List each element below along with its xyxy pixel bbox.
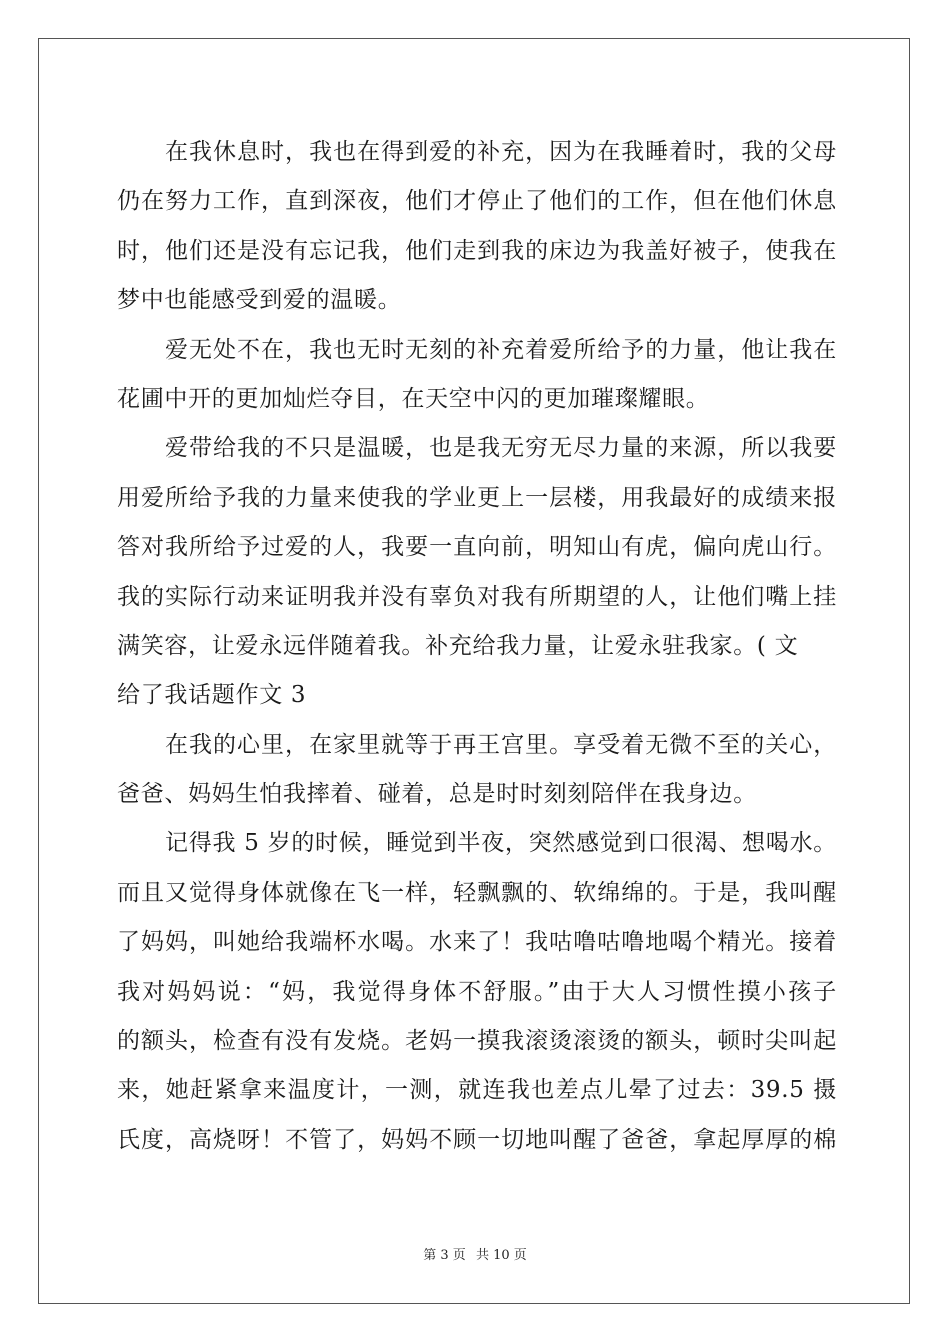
text-line: 我对妈妈说：“妈，我觉得身体不舒服。”由于大人习惯性摸小孩子 <box>117 978 837 1005</box>
text-line: 花圃中开的更加灿烂夺目，在天空中闪的更加璀璨耀眼。 <box>117 385 710 412</box>
text-line: 爱带给我的不只是温暖，也是我无穷无尽力量的来源，所以我要 <box>165 435 837 462</box>
text-line: 仍在努力工作，直到深夜，他们才停止了他们的工作，但在他们休息 <box>117 188 837 215</box>
total-pages: 共 10 页 <box>475 1248 527 1263</box>
text-line: 了妈妈，叫她给我端杯水喝。水来了！我咕噜咕噜地喝个精光。接着 <box>117 929 837 956</box>
text-line: 来，她赶紧拿来温度计，一测，就连我也差点儿晕了过去：39.5 摄 <box>117 1077 837 1104</box>
text-line: 而且又觉得身体就像在飞一样，轻飘飘的、软绵绵的。于是，我叫醒 <box>117 879 837 906</box>
text-line: 用爱所给予我的力量来使我的学业更上一层楼，用我最好的成绩来报 <box>117 484 837 511</box>
text-line: 时，他们还是没有忘记我，他们走到我的床边为我盖好被子，使我在 <box>117 237 837 264</box>
text-line: 梦中也能感受到爱的温暖。 <box>117 287 402 314</box>
text-line: 记得我 5 岁的时候，睡觉到半夜，突然感觉到口很渴、想喝水。 <box>165 830 837 857</box>
text-line: 爱无处不在，我也无时无刻的补充着爱所给予的力量，他让我在 <box>165 336 837 363</box>
text-line: 我的实际行动来证明我并没有辜负对我有所期望的人，让他们嘴上挂 <box>117 583 837 610</box>
text-line: 在我休息时，我也在得到爱的补充，因为在我睡着时，我的父母 <box>165 139 837 165</box>
text-line: 的额头，检查有没有发烧。老妈一摸我滚烫滚烫的额头，顿时尖叫起 <box>117 1028 837 1055</box>
text-line: 给了我话题作文 3 <box>117 682 307 709</box>
text-line: 氏度，高烧呀！不管了，妈妈不顾一切地叫醒了爸爸，拿起厚厚的棉 <box>117 1126 837 1153</box>
text-line: 在我的心里，在家里就等于再王宫里。享受着无微不至的关心， <box>165 731 837 758</box>
document-body <box>117 128 837 1165</box>
page-number: 第 3 页 <box>423 1248 466 1263</box>
text-line: 答对我所给予过爱的人，我要一直向前，明知山有虎，偏向虎山行。 <box>117 534 837 561</box>
page-footer <box>0 1244 950 1263</box>
text-line: 爸爸、妈妈生怕我摔着、碰着，总是时时刻刻陪伴在我身边。 <box>117 781 757 808</box>
text-line: 满笑容，让爱永远伴随着我。补充给我力量，让爱永驻我家。( 文 <box>117 632 799 659</box>
